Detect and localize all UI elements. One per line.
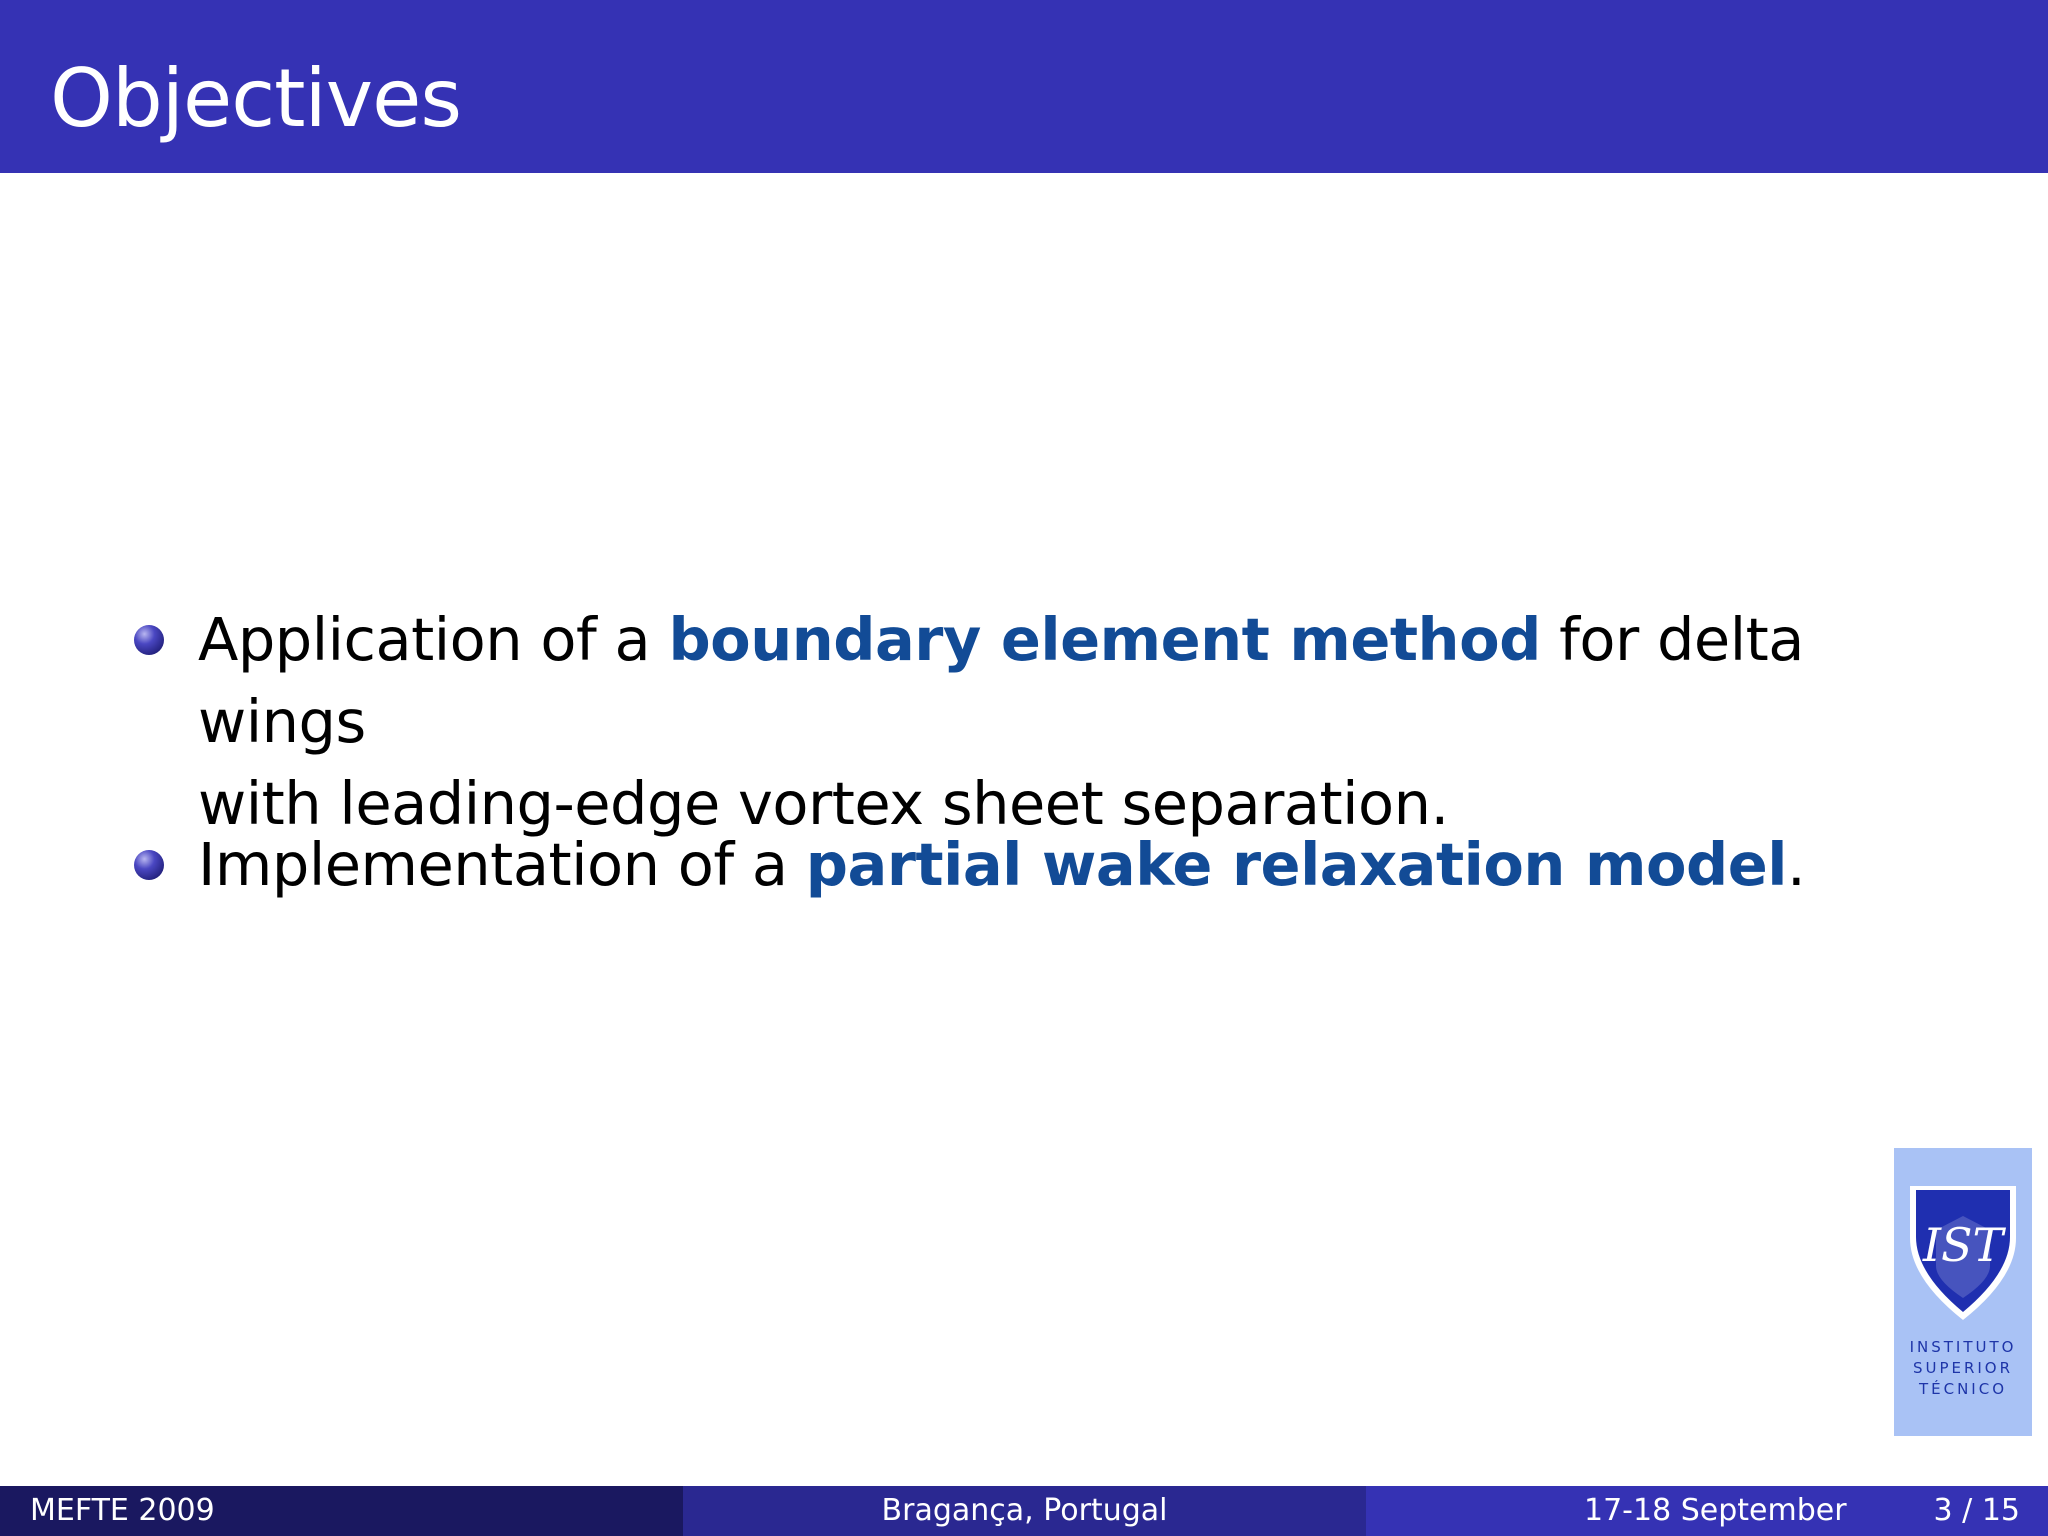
bullet-1-second-line: with leading-edge vortex sheet separation.	[198, 769, 1449, 838]
footer-right	[1366, 1486, 2048, 1536]
page-current: 3	[1933, 1493, 1953, 1528]
bullet-2-emphasis: partial wake relaxation model	[805, 830, 1787, 899]
page-total: 15	[1981, 1493, 2020, 1528]
bullet-ball-icon	[134, 625, 164, 655]
bullet-item-1	[198, 599, 1938, 845]
bullet-1-text-start: Application of a	[198, 605, 669, 674]
bullet-ball-icon	[134, 850, 164, 880]
footer-date: 17-18 September	[1584, 1493, 1847, 1528]
footer-page-number	[1934, 1486, 2020, 1536]
footer-conference: MEFTE 2009	[30, 1493, 215, 1528]
slide-footer	[0, 1486, 2048, 1536]
logo-line-2: SUPERIOR	[1912, 1359, 2014, 1377]
bullet-1-text-end: for delta wings	[198, 605, 1804, 756]
logo-line-3: TÉCNICO	[1918, 1380, 2008, 1398]
bullet-1-emphasis: boundary element method	[668, 605, 1541, 674]
bullet-item-2	[198, 824, 1938, 906]
footer-location: Bragança, Portugal	[881, 1493, 1168, 1528]
page-separator: /	[1962, 1493, 1973, 1528]
logo-text	[1894, 1337, 2032, 1400]
bullet-2-text-end: .	[1786, 830, 1806, 899]
institution-logo	[1894, 1148, 2032, 1436]
footer-left	[0, 1486, 683, 1536]
logo-monogram: IST	[1922, 1218, 2004, 1272]
bullet-2-text-start: Implementation of a	[198, 830, 806, 899]
logo-line-1: INSTITUTO	[1909, 1338, 2017, 1356]
footer-center	[683, 1486, 1366, 1536]
slide-title: Objectives	[50, 52, 462, 145]
